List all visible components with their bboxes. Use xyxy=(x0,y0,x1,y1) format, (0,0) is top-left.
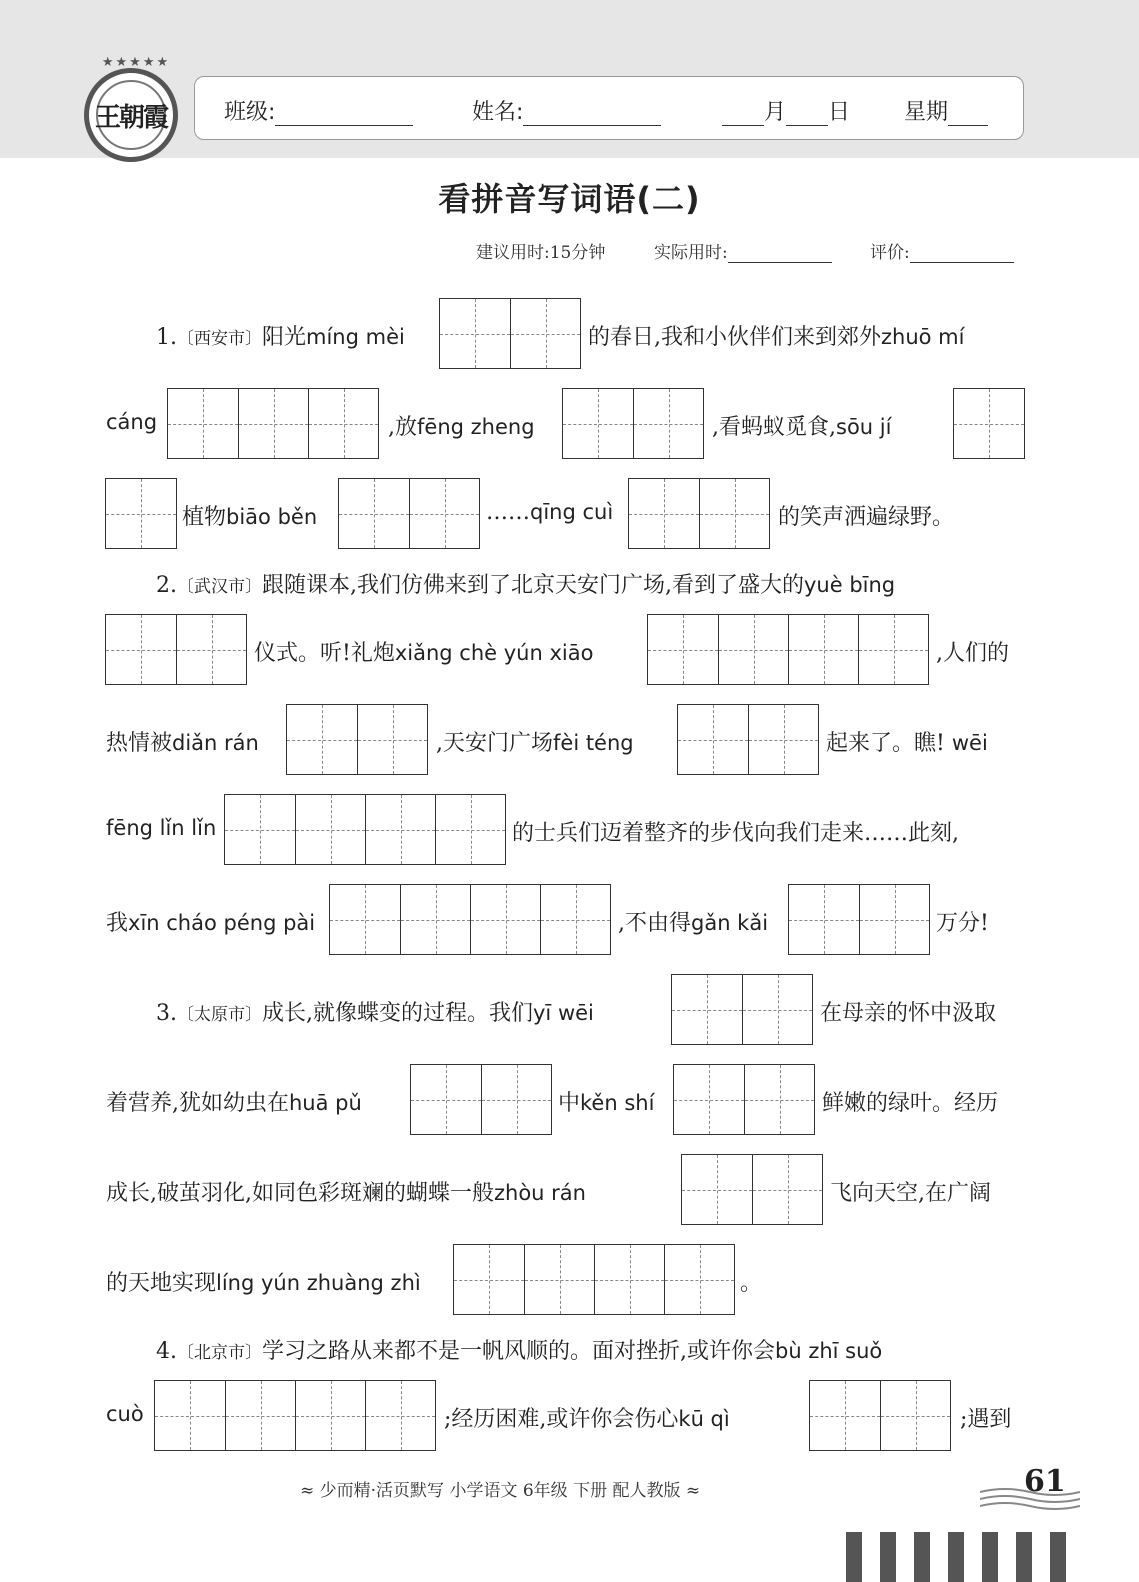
suggested-time: 建议用时:15分钟 xyxy=(476,243,606,263)
answer-grid-qingcui[interactable] xyxy=(628,478,770,549)
q2-line5-text-c: 万分! xyxy=(936,911,989,936)
answer-grid-dianran[interactable] xyxy=(286,704,428,775)
q4-line1-text: 4.〔北京市〕学习之路从来都不是一帆风顺的。面对挫折,或许你会bù zhī suǒ xyxy=(156,1339,883,1364)
q2-line5-text-b: ,不由得gǎn kǎi xyxy=(618,911,769,936)
answer-grid-zhouran[interactable] xyxy=(681,1154,823,1225)
answer-grid-mingmei[interactable] xyxy=(439,298,581,369)
q3-line2-text-a: 着营养,犹如幼虫在huā pǔ xyxy=(106,1091,362,1116)
class-field[interactable]: 班级: xyxy=(224,95,413,126)
q2-line4-text: 的士兵们迈着整齐的步伐向我们走来……此刻, xyxy=(512,821,959,846)
q1-line2-pinyin-cang: cáng xyxy=(106,410,158,434)
answer-grid-biaoben[interactable] xyxy=(338,478,480,549)
answer-grid-zhuomicang[interactable] xyxy=(167,388,379,459)
page-number: 61 xyxy=(1024,1464,1066,1499)
q1-line3-text-b: ……qīng cuì xyxy=(486,500,614,525)
answer-grid-souji-2[interactable] xyxy=(105,478,177,549)
answer-grid-fengzheng[interactable] xyxy=(562,388,704,459)
answer-grid-gankai[interactable] xyxy=(788,884,930,955)
answer-grid-yiwei[interactable] xyxy=(671,974,813,1045)
logo-stars: ★★★★★ xyxy=(101,55,171,70)
answer-grid-feiteng[interactable] xyxy=(677,704,819,775)
answer-grid-huapu[interactable] xyxy=(410,1064,552,1135)
q2-line3-text-b: ,天安门广场fèi téng xyxy=(436,731,634,756)
q1-line1-text: 1.〔西安市〕阳光míng mèi xyxy=(156,325,405,350)
actual-time-field[interactable]: 实际用时: xyxy=(654,238,832,263)
q1-line2-text-a: ,放fēng zheng xyxy=(388,415,535,440)
date-field[interactable]: 月 日 xyxy=(722,95,850,126)
answer-grid-kenshi[interactable] xyxy=(673,1064,815,1135)
q4-line2-pinyin-cuo: cuò xyxy=(106,1402,144,1426)
q2-line5-text-a: 我xīn cháo péng pài xyxy=(106,911,316,936)
answer-grid-yuebing[interactable] xyxy=(105,614,247,685)
q3-line1-text-b: 在母亲的怀中汲取 xyxy=(820,1001,997,1026)
q3-line4-text-a: 的天地实现líng yún zhuàng zhì xyxy=(106,1271,421,1296)
wave-decoration-icon xyxy=(980,1486,1080,1510)
weekday-field[interactable]: 星期 xyxy=(904,95,988,126)
q2-line1-text: 2.〔武汉市〕跟随课本,我们仿佛来到了北京天安门广场,看到了盛大的yuè bīng xyxy=(156,573,896,598)
answer-grid-xiangcheyunxiao[interactable] xyxy=(647,614,929,685)
answer-grid-weifenglinlin[interactable] xyxy=(224,794,506,865)
page-title: 看拼音写词语(二) xyxy=(438,180,701,218)
q2-line3-text-c: 起来了。瞧! wēi xyxy=(826,731,988,756)
evaluation-field[interactable]: 评价: xyxy=(870,238,1014,263)
q3-line2-text-b: 中kěn shí xyxy=(558,1091,655,1116)
q3-line1-text-a: 3.〔太原市〕成长,就像蝶变的过程。我们yī wēi xyxy=(156,1001,594,1026)
q2-line4-pinyin: fēng lǐn lǐn xyxy=(106,816,217,840)
footer-series-info: ≈ 少而精·活页默写 小学语文 6年级 下册 配人教版 ≈ xyxy=(300,1481,701,1501)
answer-grid-xinchaopengpai[interactable] xyxy=(329,884,611,955)
q3-line2-text-c: 鲜嫩的绿叶。经历 xyxy=(822,1091,999,1116)
q2-line2-text-a: 仪式。听!礼炮xiǎng chè yún xiāo xyxy=(254,641,594,666)
name-field[interactable]: 姓名: xyxy=(472,95,661,126)
q1-line1-text-b: 的春日,我和小伙伴们来到郊外zhuō mí xyxy=(588,325,965,350)
q1-line2-text-b: ,看蚂蚁觅食,sōu jí xyxy=(712,415,892,440)
q3-line3-text-a: 成长,破茧羽化,如同色彩斑斓的蝴蝶一般zhòu rán xyxy=(106,1181,586,1206)
logo-text: 王朝霞 xyxy=(94,103,167,133)
answer-grid-kuqi[interactable] xyxy=(809,1380,951,1451)
q2-line3-text-a: 热情被diǎn rán xyxy=(106,731,259,756)
q3-line3-text-b: 飞向天空,在广阔 xyxy=(830,1181,991,1206)
q2-line2-text-b: ,人们的 xyxy=(936,641,1009,666)
q1-line3-text-c: 的笑声洒遍绿野。 xyxy=(778,505,955,530)
q4-line2-text-b: ;遇到 xyxy=(960,1407,1012,1432)
q3-line4-text-b: 。 xyxy=(740,1271,763,1296)
answer-grid-buzhisuocuo[interactable] xyxy=(154,1380,436,1451)
q1-line3-text-a: 植物biāo běn xyxy=(182,505,318,530)
answer-grid-souji-1[interactable] xyxy=(953,388,1025,459)
q4-line2-text-a: ;经历困难,或许你会伤心kū qì xyxy=(444,1407,730,1432)
answer-grid-lingyunzhuangzhi[interactable] xyxy=(453,1244,735,1315)
publisher-logo xyxy=(84,55,178,162)
